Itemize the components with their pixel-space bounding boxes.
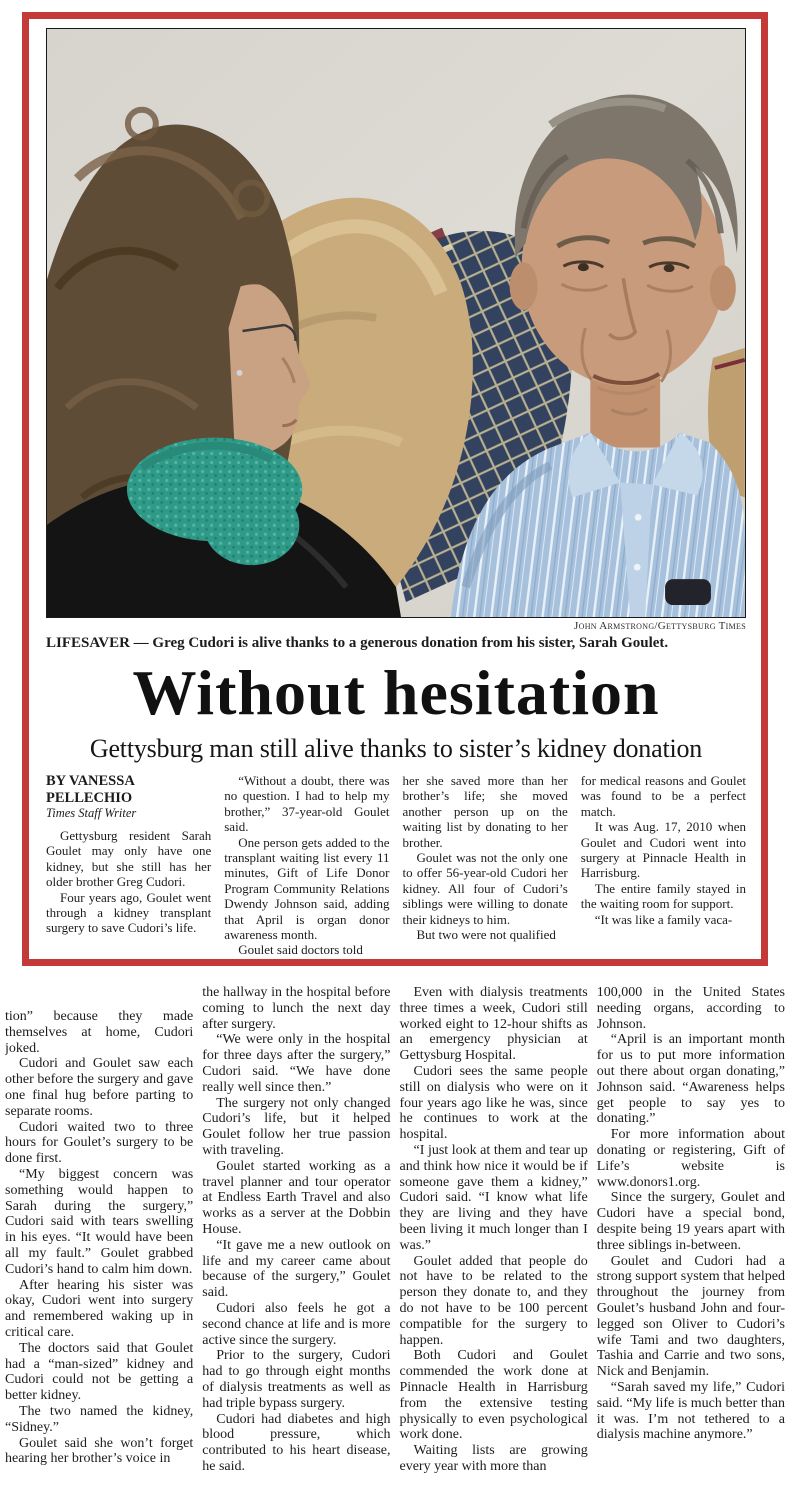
article-paragraph: Cudori waited two to three hours for Goulet’s surgery to be done first.: [5, 1119, 194, 1167]
article-paragraph: Goulet said she won’t forget hearing her brother’s voice in: [5, 1435, 194, 1467]
photo-illustration: [47, 29, 745, 617]
article-paragraph: But two were not qualified: [416, 927, 556, 943]
photo-feature-frame: [22, 12, 768, 966]
article-paragraph: Cudori sees the same people still on dialysis who were on it four years ago like he was, since he continues to work at the hospital.: [399, 1063, 588, 1143]
article-paragraph: Even with dialysis treatments three times a week, Cudori still worked eight to 12-hour shifts as an emergency physician at Gettysburg Hospital.: [399, 985, 588, 1064]
article-column-7: [400, 985, 588, 1491]
article-paragraph: The entire family stayed in the waiting room for support.: [580, 880, 746, 912]
article-paragraph: Waiting lists are growing every year with more than: [399, 1443, 588, 1474]
article-paragraph: One person gets added to the transplant waiting list every 11 minutes, Gift of Life Donor Program Community Relations Dwendy Johnson said, adding that April is organ donor awareness month.: [224, 834, 390, 943]
photo-credit: John Armstrong/Gettysburg Times: [574, 620, 746, 632]
byline-author: BY VANESSA PELLECHIO: [46, 773, 134, 806]
article-column-4: [581, 773, 746, 959]
column-paragraphs: [46, 828, 211, 936]
subheadline: Gettysburg man still alive thanks to sister’s kidney donation: [89, 734, 703, 763]
article-paragraph: “My biggest concern was something would happen to Sarah during the surgery,” Cudori said with tears swelling in his eyes. “It would have been all my fault.” Goulet grabbed Cudori’s hand to calm him down.: [5, 1166, 194, 1277]
article-paragraph: Goulet and Cudori had a strong support system that helped throughout the journey from Goulet’s husband John and four-legged son Oliver to Cudori’s wife Tami and two daughters, Tashia and Carrie and two sons, Nick and Benjamin.: [596, 1253, 785, 1380]
article-paragraph: The surgery not only changed Cudori’s life, but it helped Goulet follow her true passion with traveling.: [202, 1095, 391, 1158]
article-paragraph: Goulet started working as a travel planner and tour operator at Endless Earth Travel and also works as a server at the Dobbin House.: [202, 1158, 391, 1237]
continuation-columns: [5, 985, 785, 1491]
column-paragraphs: [5, 1009, 193, 1467]
article-paragraph: Cudori had diabetes and high blood pressure, which contributed to his heart disease, he said.: [202, 1411, 391, 1474]
article-paragraph: “We were only in the hospital for three days after the surgery,” Cudori said. “We have done really well since then.”: [202, 1032, 391, 1095]
column-paragraphs: [403, 773, 568, 942]
article-paragraph: “It gave me a new outlook on life and my career came about because of the surgery,” Goulet said.: [202, 1237, 391, 1301]
article-paragraph: “I just look at them and tear up and think how nice it would be if someone gave them a kidney,” Cudori said. “I know what life they are living and they have been living it much longer than I was.”: [399, 1142, 588, 1253]
article-paragraph: After hearing his sister was okay, Cudori went into surgery and remembered waking up in critical care.: [5, 1277, 194, 1340]
article-paragraph: “Sarah saved my life,” Cudori said. “My life is much better than it was. I’m not tethered to a dialysis machine anymore.”: [596, 1379, 785, 1443]
article-column-3: [403, 773, 568, 959]
column-paragraphs: [202, 985, 390, 1475]
column-paragraphs: [400, 985, 588, 1475]
article-paragraph: Cudori and Goulet saw each other before the surgery and gave one final hug before parting to separate rooms.: [5, 1056, 194, 1119]
article-paragraph: Four years ago, Goulet went through a kidney transplant surgery to save Cudori’s life.: [46, 889, 212, 936]
column-paragraphs: [597, 985, 785, 1443]
article-paragraph: “April is an important month for us to put more information out there about organ donating,” Johnson said. “Awareness helps get people to say yes to donating.”: [596, 1032, 785, 1127]
article-paragraph: “It was like a family vaca-: [594, 911, 733, 927]
article-paragraph: Gettysburg resident Sarah Goulet may only have one kidney, but she still has her older brother Greg Cudori.: [46, 828, 212, 890]
article-column-6: [202, 985, 390, 1491]
article-photo: [46, 28, 746, 618]
article-column-8: [597, 985, 785, 1491]
article-paragraph: Goulet was not the only one to offer 56-year-old Cudori her kidney. All four of Cudori’s siblings were willing to donate their kidneys to him.: [402, 850, 568, 927]
article-paragraph: Prior to the surgery, Cudori had to go through eight months of dialysis treatments as well as had triple bypass surgery.: [202, 1348, 391, 1411]
article-paragraph: “Without a doubt, there was no question. I had to help my brother,” 37-year-old Goulet said.: [224, 773, 390, 835]
article-paragraph: It was Aug. 17, 2010 when Goulet and Cudori went into surgery at Pinnacle Health in Harrisburg.: [580, 819, 746, 881]
lead-columns: [46, 773, 746, 959]
byline-role: Times Staff Writer: [46, 806, 137, 820]
article-paragraph: her she saved more than her brother’s life; she moved another person up on the waiting list by donating to her brother.: [402, 773, 568, 850]
photo-caption: LIFESAVER — Greg Cudori is alive thanks to a generous donation from his sister, Sarah Goulet.: [46, 635, 669, 651]
article-column-5: [5, 985, 193, 1491]
column-paragraphs: [224, 773, 389, 958]
article-paragraph: Cudori also feels he got a second chance at life and is more active since the surgery.: [202, 1300, 391, 1348]
article-paragraph: Since the surgery, Goulet and Cudori have a special bond, despite being 19 years apart with three siblings in-between.: [596, 1190, 785, 1253]
article-paragraph: Both Cudori and Goulet commended the work done at Pinnacle Health in Harrisburg from the extensive testing physically to even psychological work done.: [399, 1348, 588, 1443]
article-column-1: [46, 773, 211, 959]
article-paragraph: Goulet said doctors told: [238, 942, 363, 958]
article-paragraph: The doctors said that Goulet had a “man-sized” kidney and Cudori could not be getting a better kidney.: [5, 1340, 194, 1404]
article-column-2: [224, 773, 389, 959]
article-paragraph: Goulet added that people do not have to be related to the person they donate to, and they do not have to be 100 percent compatible for the surgery to happen.: [399, 1253, 588, 1348]
article-paragraph: tion” because they made themselves at home, Cudori joked.: [5, 1009, 194, 1056]
article-paragraph: 100,000 in the United States needing organs, according to Johnson.: [596, 985, 785, 1032]
article-paragraph: For more information about donating or registering, Gift of Life’s website is www.donors1.org.: [596, 1127, 785, 1190]
article-paragraph: for medical reasons and Goulet was found to be a perfect match.: [580, 773, 746, 819]
article-paragraph: The two named the kidney, “Sidney.”: [5, 1403, 194, 1435]
column-paragraphs: [581, 773, 746, 927]
headline: Without hesitation: [132, 657, 660, 728]
article-paragraph: the hallway in the hospital before coming to lunch the next day after surgery.: [202, 985, 391, 1032]
